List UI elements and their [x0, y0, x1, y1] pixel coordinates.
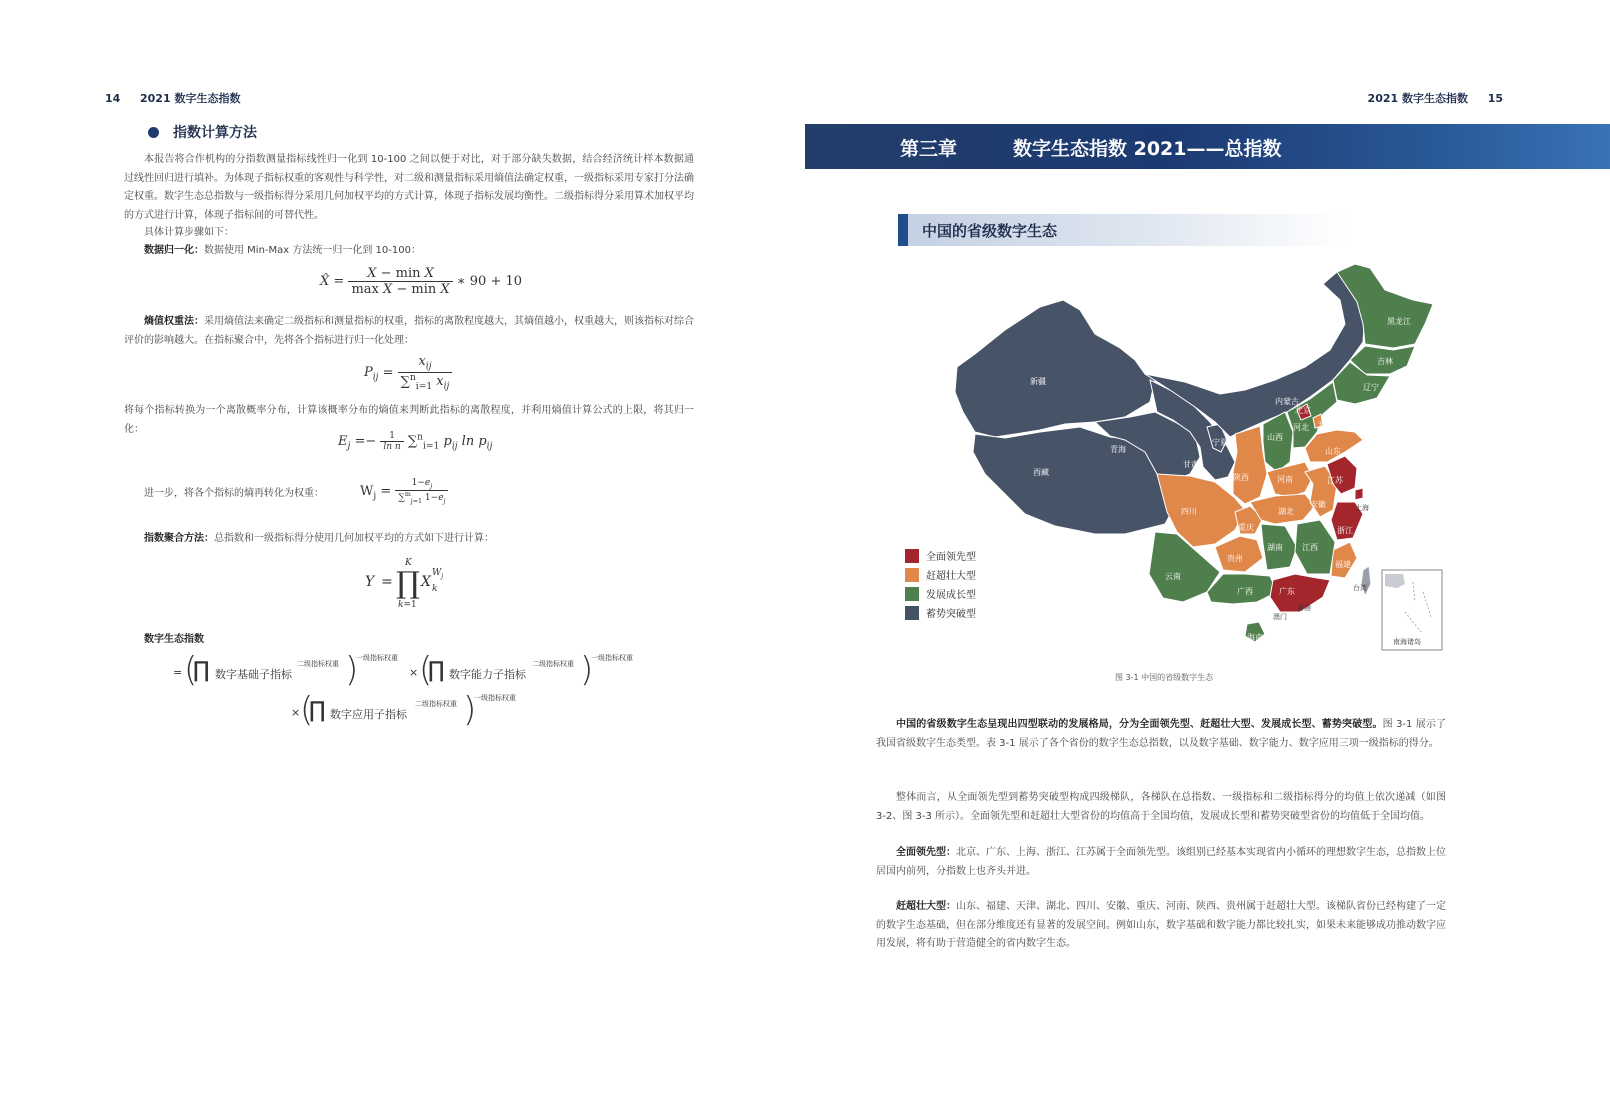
aggregation-label: 指数聚合方法：: [144, 533, 214, 544]
right-page: [805, 0, 1610, 1099]
legend-label: 发展成长型: [926, 590, 976, 601]
label-heilongjiang: 黑龙江: [1387, 317, 1411, 326]
right-running-head: [1368, 90, 1503, 106]
entropy-formula: $E_j$ =− $\frac{1}{\text{ln n}}$ ∑$^n_{i=1}$ $p_{ij}$ $\ln p_{ij}$: [338, 431, 493, 452]
label-hainan: 海南: [1247, 633, 1263, 642]
right-running-title: 2021 数字生态指数: [1367, 92, 1468, 105]
aggregation-text: 总指数和一级指标得分使用几何加权平均的方式如下进行计算：: [214, 533, 494, 544]
label-macau: 澳门: [1273, 613, 1287, 621]
label-shandong: 山东: [1325, 447, 1341, 456]
normalization-text: 数据使用 Min-Max 方法统一归一化到 10-100：: [204, 245, 421, 256]
left-running-head: [105, 90, 240, 106]
section-heading-text: 指数计算方法: [173, 125, 257, 141]
entropy-label: 熵值权重法：: [144, 316, 204, 327]
capability-first-weight: 一级指标权重: [591, 654, 633, 662]
figure-caption: 图 3-1 中国的省级数字生态: [1115, 673, 1214, 682]
lead-type-text: 北京、广东、上海、浙江、江苏属于全面领先型。该组别已经基本实现省内小循环的理想数字生态，总指数上位居国内前列，分指数上也齐头并进。: [876, 847, 1446, 877]
entropy-paragraph: [124, 313, 694, 350]
label-guizhou: 贵州: [1227, 554, 1243, 563]
label-guangdong: 广东: [1279, 587, 1295, 596]
label-jiangsu: 江苏: [1327, 476, 1343, 485]
index-label-text: 数字生态指数: [144, 634, 204, 645]
legend-label: 全面领先型: [926, 552, 976, 563]
basic-first-weight: 一级指标权重: [356, 654, 398, 662]
paragraph-overview-lead: 中国的省级数字生态呈现出四型联动的发展格局，分为全面领先型、赶超壮大型、发展成长型、蓄势突破型。: [896, 719, 1383, 730]
region-shaanxi: [1233, 426, 1267, 504]
paragraph-lead-type: [876, 844, 1446, 881]
distribution-paragraph: 将每个指标转换为一个离散概率分布，计算该概率分布的熵值来判断此指标的离散程度，并利用熵值计算公式的上限，将其归一化：: [124, 405, 694, 435]
legend-swatch-growth: [905, 587, 919, 601]
section-banner: [898, 214, 1348, 246]
index-label: [144, 631, 344, 650]
label-jilin: 吉林: [1377, 357, 1393, 366]
legend-item: [905, 548, 976, 563]
legend-label: 赶超壮大型: [926, 571, 976, 582]
entropy-text: 采用熵值法来确定二级指标和测量指标的权重，指标的离散程度越大，其熵值越小，权重越大，则该指标对综合评价的影响越大。在指标聚合中，先将各个指标进行归一化处理：: [124, 316, 694, 346]
application-first-weight: 一级指标权重: [474, 694, 516, 702]
label-shanxi: 山西: [1267, 433, 1283, 442]
label-liaoning: 辽宁: [1363, 383, 1379, 392]
right-page-number: 15: [1487, 92, 1503, 105]
index-formula: = ( ∏ 数字基础子指标 二级指标权重 ) 一级指标权重 × ( ∏ 数字能力子指标 二级指标权重 ) 一级指标权重 × ( ∏ 数字应用子指标 二级指标权重 ) 一级指标权重: [173, 650, 633, 730]
legend-label: 蓄势突破型: [926, 609, 976, 620]
capability-term: 数字能力子指标: [449, 668, 526, 681]
section-title: 中国的省级数字生态: [922, 222, 1058, 240]
normalization-line: [144, 242, 664, 261]
label-hunan: 湖南: [1267, 543, 1283, 552]
label-jiangxi: 江西: [1302, 543, 1318, 552]
aggregation-line: [144, 530, 664, 549]
label-hubei: 湖北: [1278, 507, 1294, 516]
region-xinjiang: [955, 300, 1155, 437]
label-hongkong: 香港: [1297, 604, 1311, 612]
weight-text: 进一步，将各个指标的熵再转化为权重：: [144, 488, 324, 499]
label-qinghai: 青海: [1110, 445, 1126, 454]
label-guangxi: 广西: [1237, 587, 1253, 596]
steps-intro: 具体计算步骤如下：: [144, 227, 234, 238]
lead-type-label: 全面领先型：: [896, 847, 956, 858]
legend-item: [905, 605, 976, 620]
china-province-map: [945, 262, 1465, 682]
probability-formula: $P_{ij}$ = $\frac{x_{ij}}{\sum^n_{i=1} x_{ij}}$: [364, 354, 452, 392]
legend-item: [905, 567, 976, 582]
label-shaanxi: 陕西: [1233, 473, 1249, 482]
label-south-sea: 南海诸岛: [1393, 638, 1421, 646]
minmax-formula: X̂ = $\frac{\text{X − min X}}{\text{max X − min X}}$ ∗ 90 + 10: [320, 266, 523, 297]
legend-swatch-lead: [905, 549, 919, 563]
label-chongqing: 重庆: [1238, 523, 1254, 532]
paragraph-overview-text: 图 3-1 展示了我国省级数字生态类型。表 3-1 展示了各个省份的数字生态总指数，以及数字基础、数字能力、数字应用三项一级指标的得分。: [876, 719, 1446, 749]
label-tianjin: 天津: [1317, 420, 1333, 429]
label-zhejiang: 浙江: [1337, 526, 1353, 535]
left-running-title: 2021 数字生态指数: [140, 92, 241, 105]
label-fujian: 福建: [1335, 560, 1351, 569]
product-formula: Y = K ∏ k=1 X k $W_j$: [365, 558, 444, 610]
paragraph-catchup-type: [876, 898, 1446, 954]
label-xizang: 西藏: [1033, 468, 1049, 477]
basic-second-weight: 二级指标权重: [297, 660, 339, 668]
label-henan: 河南: [1277, 475, 1293, 484]
label-anhui: 安徽: [1310, 500, 1326, 509]
capability-second-weight: 二级指标权重: [532, 660, 574, 668]
paragraph-overview: [876, 716, 1446, 753]
application-term: 数字应用子指标: [330, 708, 407, 721]
bullet-dot-icon: [148, 127, 159, 138]
legend-swatch-catchup: [905, 568, 919, 582]
label-hebei: 河北: [1293, 423, 1309, 432]
paragraph-tiers: 整体而言，从全面领先型到蓄势突破型构成四级梯队，各梯队在总指数、一级指标和二级指标得分的均值上依次递减（如图 3-2、图 3-3 所示）。全面领先型和赶超壮大型省份的均值高于全国均值，发展成长型和蓄势突破型省份的均值低于全国均值。: [876, 792, 1446, 822]
region-shanxi: [1263, 412, 1293, 472]
label-beijing: 北京: [1295, 406, 1311, 415]
label-shanghai: 上海: [1355, 504, 1369, 512]
basic-term: 数字基础子指标: [215, 668, 292, 681]
label-sichuan: 四川: [1181, 507, 1197, 516]
chapter-banner: [805, 124, 1610, 169]
chapter-title: 数字生态指数 2021——总指数: [1013, 138, 1282, 160]
chapter-label: 第三章: [900, 138, 958, 160]
label-gansu: 甘肃: [1183, 460, 1199, 469]
legend-item: [905, 586, 976, 601]
normalization-label: 数据归一化：: [144, 245, 204, 256]
application-second-weight: 二级指标权重: [415, 700, 457, 708]
intro-paragraph: 本报告将合作机构的分指数测量指标线性归一化到 10-100 之间以便于对比，对于部分缺失数据，结合经济统计样本数据通过线性回归进行填补。为体现子指标权重的客观性与科学性，对二级和测量指标采用熵值法确定权重，一级指标采用专家打分法确定权重。数字生态总指数与一级指标得分采用几何加权平均的方式计算，体现子指标发展均衡性。二级指标得分采用算术加权平均的方式进行计算，体现子指标间的可替代性。: [124, 154, 694, 221]
left-page-number: 14: [105, 92, 121, 105]
catchup-type-text: 山东、福建、天津、湖北、四川、安徽、重庆、河南、陕西、贵州属于赶超壮大型。该梯队省份已经构建了一定的数字生态基础，但在部分维度还有显著的发展空间。例如山东，数字基础和数字能力都比较扎实，如果未来能够成功推动数字应用发展，将有助于营造健全的省内数字生态。: [876, 901, 1446, 949]
weight-formula: $W_j$ = $\frac{1-e_j}{\sum^m_{j=1} 1-e_j}$: [360, 478, 448, 505]
label-yunnan: 云南: [1165, 572, 1181, 581]
region-shanghai: [1355, 488, 1363, 500]
section-banner-accent: [898, 214, 908, 246]
catchup-type-label: 赶超壮大型：: [896, 901, 956, 912]
label-ningxia: 宁夏: [1212, 438, 1228, 447]
label-neimenggu: 内蒙古: [1275, 397, 1299, 406]
label-taiwan: 台湾: [1353, 584, 1367, 592]
label-xinjiang: 新疆: [1030, 377, 1046, 386]
legend-swatch-breakthrough: [905, 606, 919, 620]
section-heading: [148, 122, 257, 142]
